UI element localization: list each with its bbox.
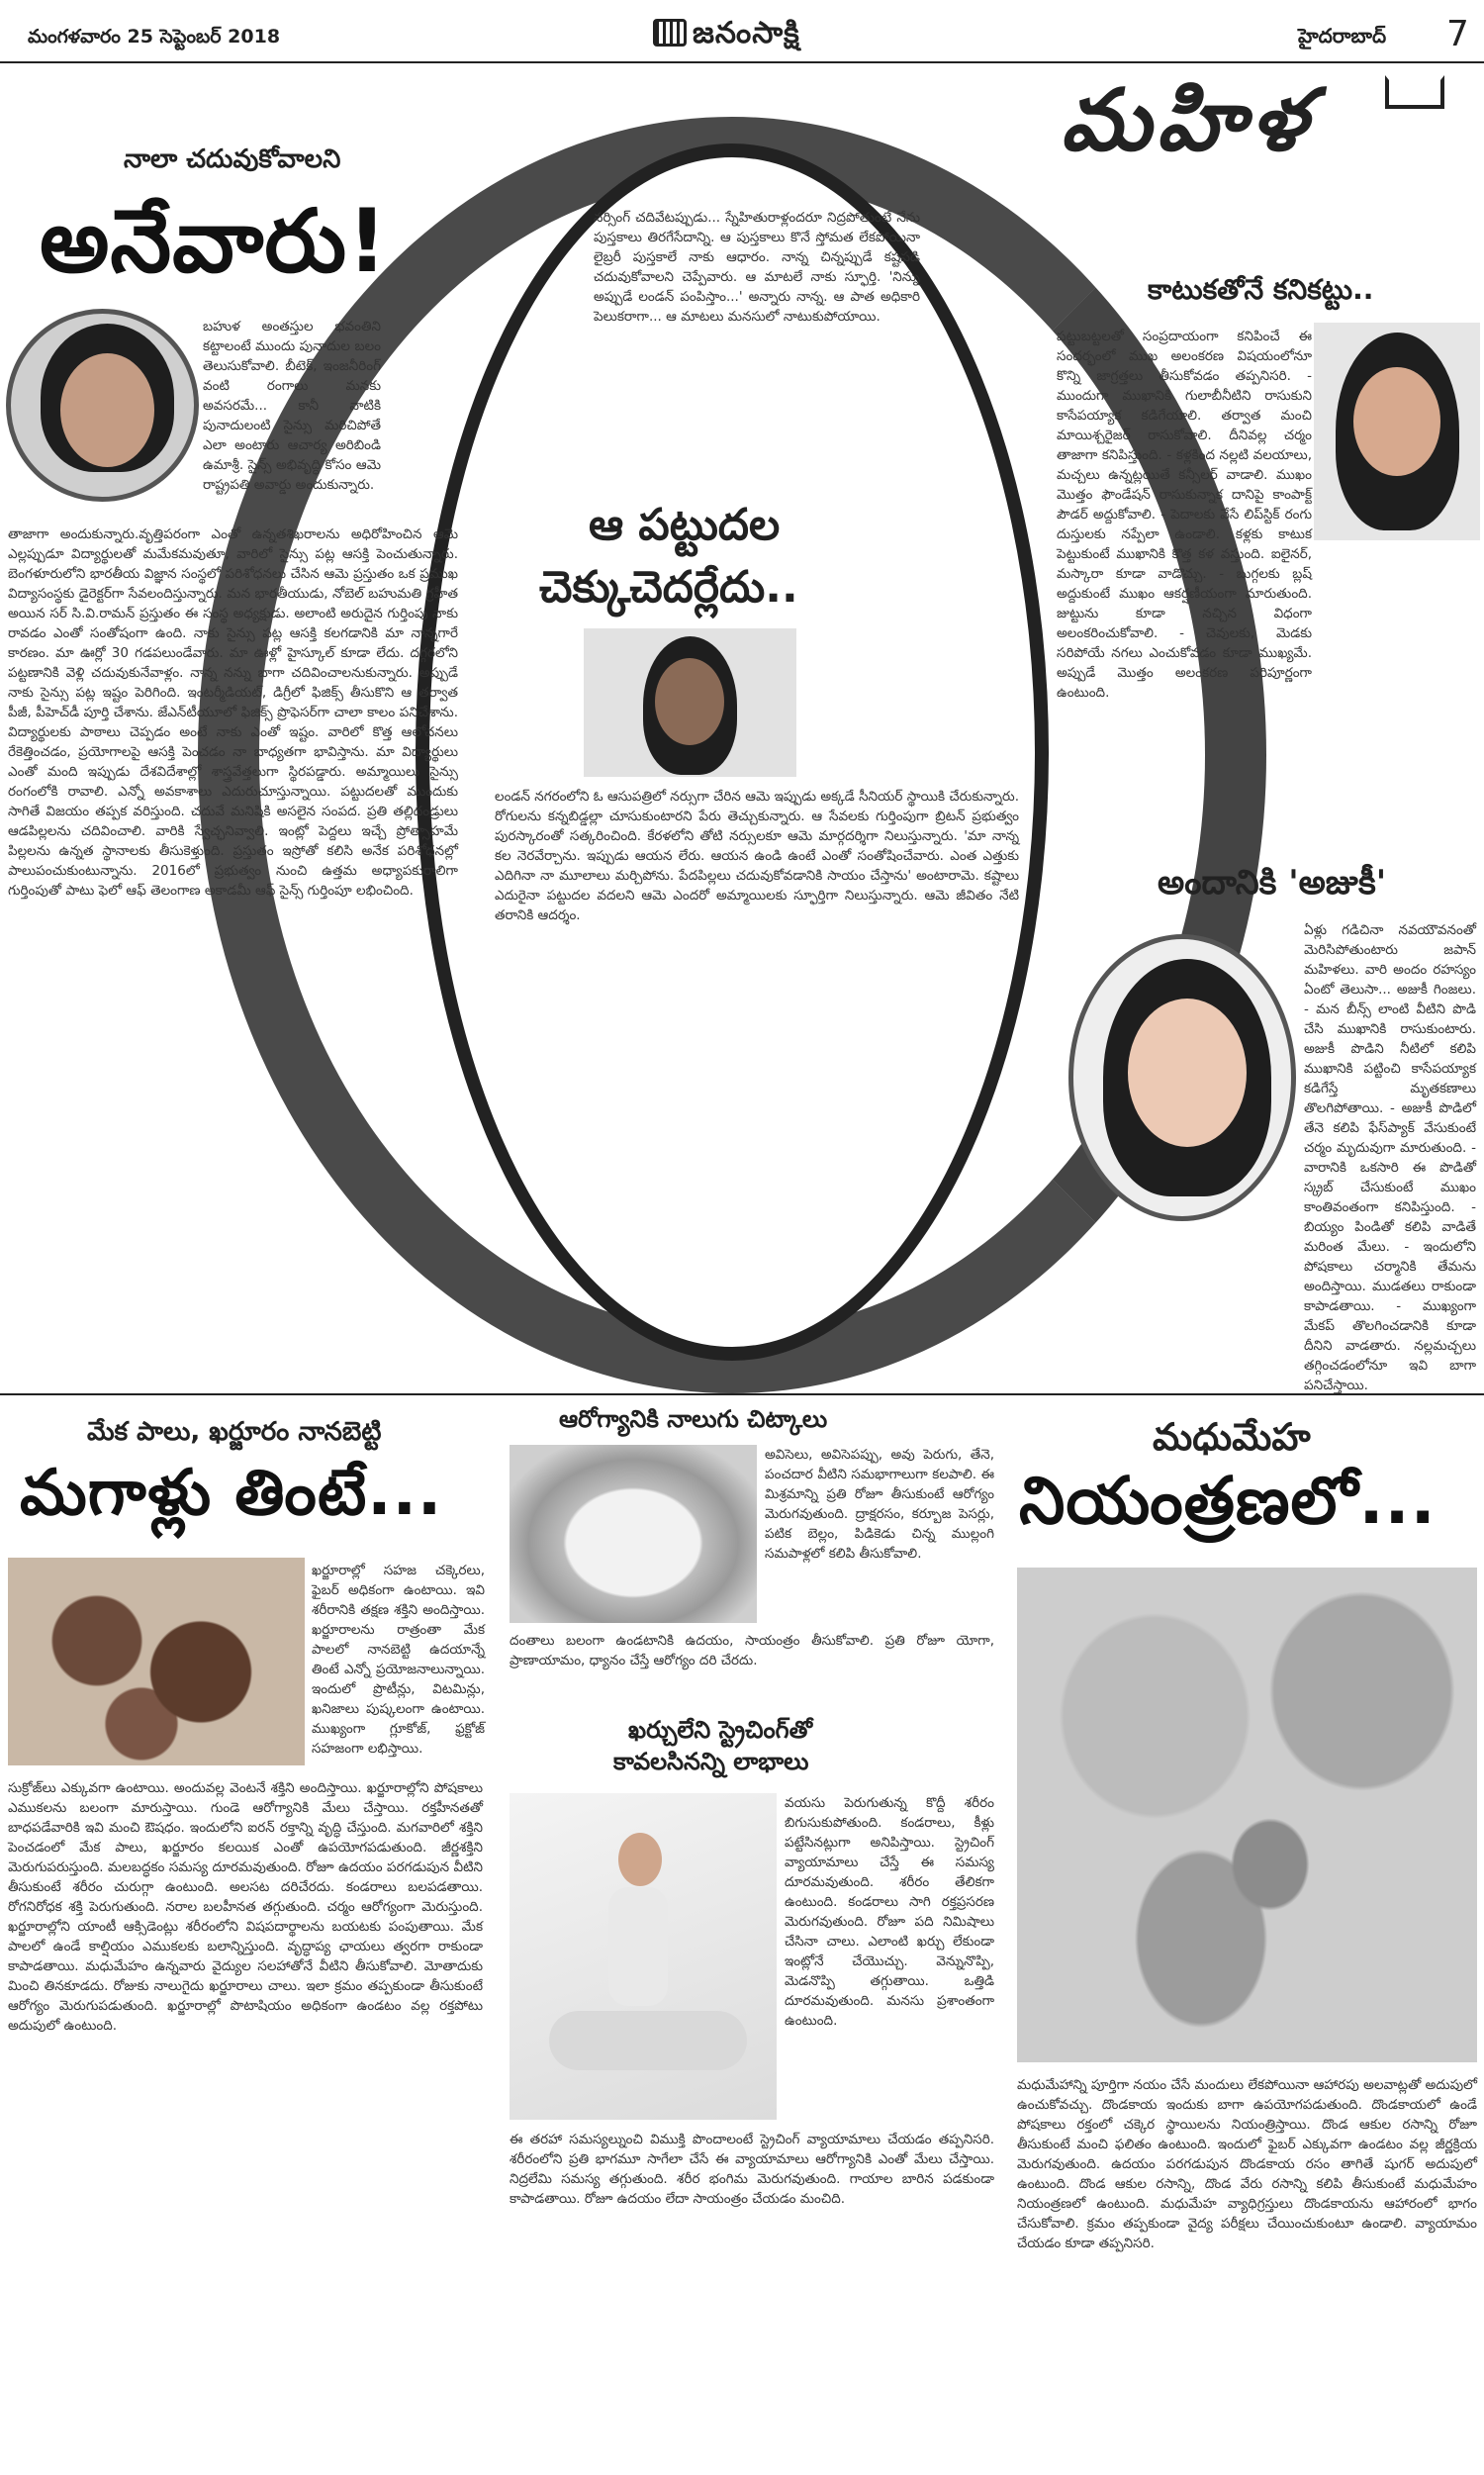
newspaper-logo	[653, 16, 800, 57]
bottom-2-side-text: అవిసెలు, అవిసెపప్పు, అవు పెరుగు, తేనె, పంచదార వీటిని సమభాగాలుగా కలపాలి. ఈ మిశ్రమాన్ని ప్రతి రోజూ తీసుకుంటే ఆరోగ్యం మెరుగవుతుంది. ద్రాక్షరసం, కర్బూజ పెసర్లు, పటిక బెల్లం, పిడికెడు చిన్న ముల్లంగి సమపాళ్లలో కలిపి తీసుకోవాలి.	[765, 1447, 994, 1562]
article-1-headline: అనేవారు!	[40, 190, 389, 292]
bottom-1-side-text: ఖర్జూరాల్లో సహజ చక్కెరలు, ఫైబర్ అధికంగా ఉంటాయి. ఇవి శరీరానికి తక్షణ శక్తిని అందిస్తాయి. ఖర్జూరాలను రాత్రంతా మేక పాలలో నానబెట్టి ఉదయాన్నే తింటే ఎన్నో ప్రయోజనాలున్నాయి. ఇందులో ప్రొటీన్లు, విటమిన్లు, ఖనిజాలు పుష్కలంగా ఉంటాయి. ముఖ్యంగా గ్లూకోజ్, ఫ్రక్టోజ్ సహజంగా లభిస్తాయి.	[312, 1563, 485, 1757]
bottom-article-3	[1009, 1397, 1484, 2475]
bottom-2-body: దంతాలు బలంగా ఉండటానికి ఉదయం, సాయంత్రం తీసుకోవాలి. ప్రతి రోజూ యోగా, ప్రాణాయామం, ధ్యానం చేస్తే ఆరోగ్యం దరి చేరదు.	[510, 1633, 994, 1668]
article-3-photo	[1314, 323, 1480, 540]
crown-icon	[1385, 75, 1444, 109]
article-2	[465, 148, 1049, 1336]
bottom-2-subhead-1: ఖర్చులేని స్ట్రెచింగ్‌తో	[628, 1716, 813, 1744]
mahila-masthead: మహిళ	[1061, 71, 1313, 170]
logo-mark-icon	[653, 19, 687, 47]
dates-photo	[8, 1558, 305, 1765]
section-divider	[0, 1393, 1484, 1395]
article-2-photo	[584, 628, 796, 777]
bottom-2-subhead-2: కావలసినన్ని లాభాలు	[613, 1748, 809, 1775]
article-2-headline-1: ఆ పట్టుదల	[589, 500, 781, 550]
bottom-1-headline: మగాళ్లు తింటే...	[20, 1457, 443, 1530]
issue-date: మంగళవారం 25 సెప్టెంబర్ 2018	[28, 26, 281, 48]
article-2-body-bottom: లండన్ నగరంలోని ఓ ఆసుపత్రిలో నర్సుగా చేరిన ఆమె ఇప్పుడు అక్కడే సీనియర్ స్థాయికి చేరుకున్నారు. రోగులను కన్నబిడ్డల్లా చూసుకుంటారని పేరు తెచ్చుకున్నారు. ఆ సేవలకు గుర్తింపుగా బ్రిటన్ ప్రభుత్వం పురస్కారంతో సత్కరించింది. కేరళలోని తోటి నర్సులకూ ఆమె మార్గదర్శిగా నిలుస్తున్నారు. 'మా నాన్న కల నెరవేర్చాను. ఇప్పుడు ఆయన లేరు. ఆయన ఉండి ఉంటే ఎంతో సంతోషించేవారు. ఎంత ఎత్తుకు ఎదిగినా నా మూలాలు మర్చిపోను. పేదపిల్లలు చదువుకోవడానికి సాయం చేస్తాను' అంటారామె. కష్టాలు ఎదురైనా పట్టుదల వదలని ఆమె ఎందరో అమ్మాయిలకు స్ఫూర్తిగా నిలుస్తున్నారు. ఆమె జీవితం నేటి తరానికి ఆదర్శం.	[495, 789, 1019, 923]
edition-city: హైదరాబాద్	[1298, 24, 1387, 48]
bottom-3-body: మధుమేహాన్ని పూర్తిగా నయం చేసే మందులు లేకపోయినా ఆహారపు అలవాట్లతో అదుపులో ఉంచుకోవచ్చు. దొండకాయ ఇందుకు బాగా ఉపయోగపడుతుంది. దొండకాయలో ఉండే పోషకాలు రక్తంలో చక్కెర స్థాయిలను నియంత్రిస్తాయి. దొండ ఆకుల రసాన్ని రోజూ తీసుకుంటే మంచి ఫలితం ఉంటుంది. ఇందులో ఫైబర్ ఎక్కువగా ఉండటం వల్ల జీర్ణక్రియ మెరుగవుతుంది. ఉదయం పరగడుపున దొండకాయ రసం తాగితే షుగర్ అదుపులో ఉంటుంది. దొండ ఆకుల రసాన్ని, దొండ వేరు రసాన్ని కలిపి తీసుకుంటే మధుమేహం నియంత్రణలో ఉంటుంది. మధుమేహ వ్యాధిగ్రస్తులు దొండకాయను ఆహారంలో భాగం చేసుకోవాలి. క్రమం తప్పకుండా వైద్య పరీక్షలు చేయించుకుంటూ ఉండాలి. వ్యాయామం చేయడం కూడా తప్పనిసరి.	[1017, 2077, 1477, 2251]
bottom-1-body: సుక్రోజ్‌లు ఎక్కువగా ఉంటాయి. అందువల్ల వెంటనే శక్తిని అందిస్తాయి. ఖర్జూరాల్లోని పోషకాలు ఎముకలను బలంగా మారుస్తాయి. గుండె ఆరోగ్యానికి మేలు చేస్తాయి. రక్తహీనతతో బాధపడేవారికి ఇవి మంచి ఔషధం. ఇందులోని ఐరన్ రక్తాన్ని వృద్ధి చేస్తుంది. మగవారిలో శక్తిని పెంచడంలో మేక పాలు, ఖర్జూరం కలయిక ఎంతో ఉపయోగపడుతుంది. జీర్ణశక్తిని మెరుగుపరుస్తుంది. మలబద్ధకం సమస్య దూరమవుతుంది. రోజూ ఉదయం పరగడుపున వీటిని తీసుకుంటే శరీరం చురుగ్గా ఉంటుంది. అలసట దరిచేరదు. కండరాలు బలపడతాయి. రోగనిరోధక శక్తి పెరుగుతుంది. నరాల బలహీనత తగ్గుతుంది. చర్మం ఆరోగ్యంగా మెరుస్తుంది. ఖర్జూరాల్లోని యాంటీ ఆక్సిడెంట్లు శరీరంలోని విషపదార్థాలను బయటకు పంపుతాయి. మేక పాలలో ఉండే కాల్షియం ఎముకలకు బలాన్నిస్తుంది. వృద్ధాప్య ఛాయలు త్వరగా రాకుండా కాపాడతాయి. మధుమేహం ఉన్నవారు వైద్యుల సలహాతోనే వీటిని తీసుకోవాలి. మోతాదుకు మించి తినకూడదు. రోజుకు నాలుగైదు ఖర్జూరాలు చాలు. ఇలా క్రమం తప్పకుండా తీసుకుంటే ఆరోగ్యం మెరుగుపడుతుంది. ఖర్జూరాల్లో పొటాషియం అధికంగా ఉండటం వల్ల రక్తపోటు అదుపులో ఉంటుంది.	[8, 1780, 483, 2034]
article-1-photo	[6, 309, 199, 502]
article-1-kicker: నాలా చదువుకోవాలని	[124, 144, 341, 174]
bottom-2-headline: ఆరోగ్యానికి నాలుగు చిట్కాలు	[559, 1405, 828, 1433]
bottom-2-side-text-2: వయసు పెరుగుతున్న కొద్దీ శరీరం బిగుసుకుపోతుంది. కండరాలు, కీళ్లు పట్టేసినట్లుగా అనిపిస్తాయి. స్ట్రెచింగ్ వ్యాయామాలు చేస్తే ఈ సమస్య దూరమవుతుంది. శరీరం తేలికగా ఉంటుంది. కండరాలు సాగి రక్తప్రసరణ మెరుగవుతుంది. రోజూ పది నిమిషాలు చేసినా చాలు. ఎలాంటి ఖర్చు లేకుండా ఇంట్లోనే చేయొచ్చు. వెన్నునొప్పి, మెడనొప్పి తగ్గుతాయి. ఒత్తిడి దూరమవుతుంది. మనసు ప్రశాంతంగా ఉంటుంది.	[785, 1795, 994, 2029]
article-4-body: ఏళ్లు గడిచినా నవయౌవనంతో మెరిసిపోతుంటారు జపాన్ మహిళలు. వారి అందం రహస్యం ఏంటో తెలుసా... అజుకీ గింజలు. - మన బీన్స్ లాంటి వీటిని పొడి చేసి ముఖానికి రాసుకుంటారు. అజుకీ పొడిని నీటిలో కలిపి ముఖానికి పట్టించి కాసేపయ్యాక కడిగేస్తే మృతకణాలు తొలగిపోతాయి. - అజుకీ పొడిలో తేనె కలిపి ఫేస్‌ప్యాక్ వేసుకుంటే చర్మం మృదువుగా మారుతుంది. - వారానికి ఒకసారి ఈ పొడితో స్క్రబ్ చేసుకుంటే ముఖం కాంతివంతంగా కనిపిస్తుంది. - బియ్యం పిండితో కలిపి వాడితే మరింత మేలు. - ఇందులోని పోషకాలు చర్మానికి తేమను అందిస్తాయి. ముడతలు రాకుండా కాపాడతాయి. - ముఖ్యంగా మేకప్ తొలగించడానికి కూడా దీనిని వాడతారు. నల్లమచ్చలు తగ్గించడంలోనూ ఇవి బాగా పనిచేస్తాయి.	[1304, 922, 1476, 1393]
article-1-intro: బహుళ అంతస్తుల భవంతిని కట్టాలంటే ముందు పునాదుల బలం తెలుసుకోవాలి. బీటెక్, ఇంజనీరింగ్ వంటి రంగాలు మనకు అవసరమే... కానీ వాటికి పునాదులంటి సైన్సు మరిచిపోతే ఎలా అంటారు ఆచార్య అరిబిండి ఉమాశ్రీ. సైన్స్ అభివృద్ధి కోసం ఆమె రాష్ట్రపతి అవార్డు అందుకున్నారు.	[203, 319, 381, 493]
bottom-3-kicker: మధుమేహ	[1153, 1415, 1311, 1459]
article-2-body-top: నర్సింగ్ చదివేటప్పుడు... స్నేహితురాళ్లందరూ నిద్రపోతుంటే నేను పుస్తకాలు తిరగేసేదాన్ని. ఆ పుస్తకాలు కొనే స్తోమత లేకపోయినా లైబ్రరీ పుస్తకాలే నాకు ఆధారం. నాన్న చిన్నప్పుడే కష్టపడి చదువుకోవాలని చెప్పేవారు. ఆ మాటలే నాకు స్ఫూర్తి. 'నిన్ను అప్పుడే లండన్ పంపిస్తాం...' అన్నారు నాన్న. ఆ పాత అధికారి పెలుకరాగా... ఆ మాటలు మనసులో నాటుకుపోయాయి.	[594, 210, 920, 325]
page-number: 7	[1446, 14, 1469, 54]
stretching-photo	[510, 1793, 777, 2120]
article-3-body: పట్టుబట్టలతో సంప్రదాయంగా కనిపించే ఈ సందర్భంలో ముఖ అలంకరణ విషయంలోనూ కొన్ని జాగ్రత్తలు తీసుకోవడం తప్పనిసరి. - ముందుగా ముఖానికి గులాబీనీటిని రాసుకుని కాసేపయ్యాక కడిగేయాలి. తర్వాత మంచి మాయిశ్చరైజర్ రాసుకోవాలి. దీనివల్ల చర్మం తాజాగా కనిపిస్తుంది. - కళ్లకింద నల్లటి వలయాలు, మచ్చలు ఉన్నట్లయితే కన్సీలర్ వాడాలి. ముఖం మొత్తం ఫౌండేషన్ రాసుకున్నాక దానిపై కాంపాక్ట్ పౌడర్ అద్దుకోవాలి. - పెదాలకు వేసే లిప్‌స్టిక్ రంగు దుస్తులకు నప్పేలా ఉండాలి. కళ్లకు కాటుక పెట్టుకుంటే ముఖానికి కొత్త కళ వస్తుంది. ఐలైనర్, మస్కారా కూడా వాడొచ్చు. - బుగ్గలకు బ్లష్ అద్దుకుంటే ముఖం ఆకర్షణీయంగా మారుతుంది. జుట్టును కూడా నచ్చిన విధంగా అలంకరించుకోవాలి. - చెవులకు, మెడకు సరిపోయే నగలు ఎంచుకోవడం కూడా ముఖ్యమే. అప్పుడే మొత్తం అలంకరణ పరిపూర్ణంగా ఉంటుంది.	[1057, 329, 1312, 701]
bottom-article-2	[500, 1397, 999, 2475]
bottom-article-1	[0, 1397, 490, 2475]
ivy-gourd-photo	[1017, 1568, 1477, 2062]
bottom-1-kicker: మేక పాలు, ఖర్జూరం నానబెట్టి	[87, 1417, 382, 1447]
mahila-section	[1049, 63, 1484, 1393]
salt-bowl-photo	[510, 1445, 757, 1623]
logo-text: జనంసాక్షి	[693, 16, 800, 50]
bottom-3-headline: నియంత్రణలో...	[1019, 1463, 1437, 1539]
article-1-body: తాజాగా అందుకున్నారు.వృత్తిపరంగా ఎంతో ఉన్నతశిఖరాలను అధిరోహించిన ఆమె ఎల్లప్పుడూ విద్యార్థులతో మమేకమవుతూ, వారిలో సైన్సు పట్ల ఆసక్తి పెంచుతున్నారు. బెంగళూరులోని భారతీయ విజ్ఞాన సంస్థలో పరిశోధనలు చేసిన ఆమె ప్రస్తుతం ఒక ప్రముఖ విద్యాసంస్థకు డైరెక్టర్‌గా సేవలందిస్తున్నారు. మన భారతీయుడు, నోబెల్ బహుమతి గ్రహీత అయిన సర్ సి.వి.రామన్ ప్రస్తుతం ఈ సంస్థ అధ్యక్షుడు. అలాంటి అరుదైన గుర్తింపు నాకు రావడం ఎంతో సంతోషంగా ఉంది. నాకు సైన్సు పట్ల ఆసక్తి కలగడానికి మా నాన్నగారే కారణం. మా ఊర్లో 30 గడపలుండేవారు. మా ఊళ్లో హైస్కూల్ కూడా లేదు. దగ్గరలోని పట్టణానికి వెళ్లి చదువుకునేవాళ్లం. నాన్న నన్ను బాగా చదివించాలనుకున్నారు. అప్పుడే నాకు సైన్సు పట్ల ఇష్టం పెరిగింది. ఇంటర్మీడియట్, డిగ్రీలో ఫిజిక్స్ తీసుకొని ఆ తర్వాత పీజీ, పీహెచ్‌డీ పూర్తి చేశాను. జేఎన్‌టీయూలో ఫిజిక్స్ ప్రొఫెసర్‌గా చాలా కాలం పనిచేశాను. విద్యార్థులకు పాఠాలు చెప్పడం అంటే నాకు ఎంతో ఇష్టం. వారిలో కొత్త ఆలోచనలు రేకెత్తించడం, ప్రయోగాలపై ఆసక్తి పెంచడం నా బాధ్యతగా భావిస్తాను. మా విద్యార్థులు ఎంతో మంది ఇప్పుడు దేశవిదేశాల్లో శాస్త్రవేత్తలుగా స్థిరపడ్డారు. అమ్మాయిలు సైన్సు రంగంలోకి రావాలి. ఎన్నో అవకాశాలు ఎదురుచూస్తున్నాయి. పట్టుదలతో ముందుకు సాగితే విజయం తప్పక వరిస్తుంది. చదువే మనిషికి అసలైన సంపద. ప్రతి తల్లిదండ్రులు ఆడపిల్లలను చదివించాలి. వారికి స్వేచ్ఛనివ్వాలి. ఇంట్లో పెద్దలు ఇచ్చే ప్రోత్సాహమే పిల్లలను ఉన్నత స్థానాలకు తీసుకెళ్తుంది. ప్రస్తుతం ఇస్రోతో కలిసి అనేక పరిశోధనల్లో పాలుపంచుకుంటున్నాను. 2016లో ప్రభుత్వం నుంచి ఉత్తమ అధ్యాపకురాలిగా గుర్తింపుతో పాటు ఫెలో ఆఫ్ తెలంగాణ అకాడమీ ఆఫ్ సైన్స్ గుర్తింపూ లభించింది.	[8, 526, 458, 899]
article-1	[0, 63, 465, 1360]
article-2-headline-2: చెక్కుచెదర్లేదు..	[539, 562, 798, 613]
article-3-headline: కాటుకతోనే కనికట్టు..	[1148, 273, 1374, 306]
article-4-headline: అందానికి 'అజుకీ'	[1158, 863, 1387, 903]
bottom-2-body-2: ఈ తరహా సమస్యల్నుంచి విముక్తి పొందాలంటే స్ట్రెచింగ్ వ్యాయామాలు చేయడం తప్పనిసరి. శరీరంలోని ప్రతి భాగమూ సాగేలా చేసే ఈ వ్యాయామాలు ఆరోగ్యానికి ఎంతో మేలు చేస్తాయి. నిద్రలేమి సమస్య తగ్గుతుంది. శరీర భంగిమ మెరుగవుతుంది. గాయాల బారిన పడకుండా కాపాడతాయి. రోజూ ఉదయం లేదా సాయంత్రం చేయడం మంచిది.	[510, 2132, 994, 2207]
page-header	[0, 0, 1484, 63]
